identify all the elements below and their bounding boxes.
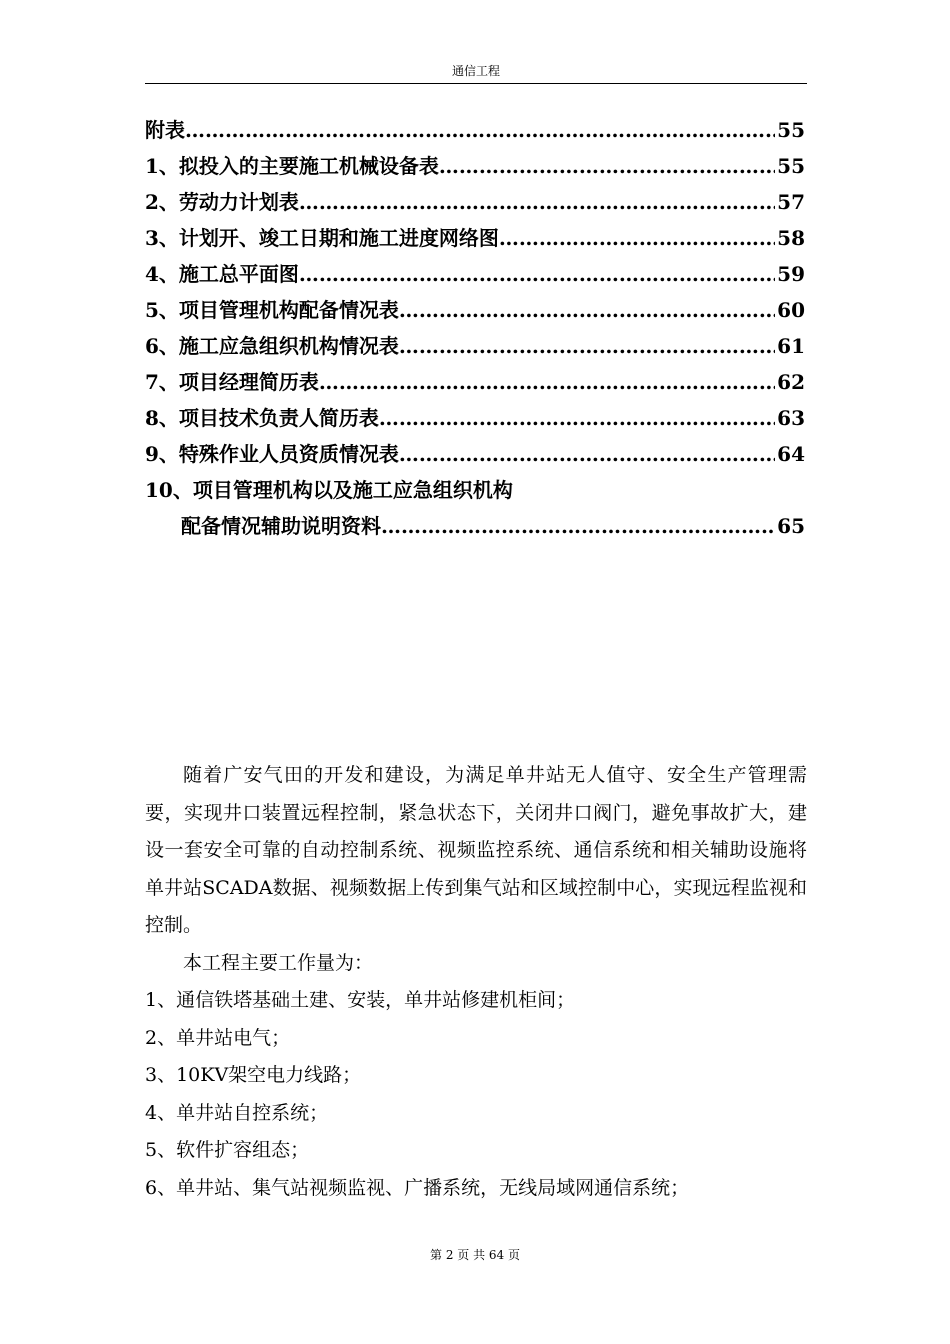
toc-entry-label: 配备情况辅助说明资料 — [181, 514, 381, 538]
toc-entry-label: 6、施工应急组织机构情况表 — [145, 334, 399, 358]
toc-entry-label: 7、项目经理简历表 — [145, 370, 319, 394]
intro-paragraph: 随着广安气田的开发和建设，为满足单井站无人值守、安全生产管理需要，实现井口装置远程控制，紧急状态下，关闭井口阀门，避免事故扩大，建设一套安全可靠的自动控制系统、视频监控系统、通信系统和相关辅助设施将单井站SCADA数据、视频数据上传到集气站和区域控制中心，实现远程监视和控制。 — [145, 764, 807, 936]
toc-leader-dots — [299, 184, 775, 220]
toc-leader-dots — [319, 364, 775, 400]
toc-entry — [145, 292, 805, 328]
toc-entry-page: 65 — [777, 514, 805, 538]
toc-entry-label: 附表 — [145, 118, 185, 142]
toc-entry — [145, 364, 805, 400]
workload-item: 6、单井站、集气站视频监视、广播系统，无线局域网通信系统； — [145, 1176, 690, 1199]
workload-item: 3、10KV架空电力线路； — [145, 1064, 362, 1086]
toc-entry — [145, 400, 805, 436]
toc-leader-dots — [399, 292, 775, 328]
toc-entry-page: 58 — [777, 226, 805, 250]
toc-entry — [145, 220, 805, 256]
toc-entry-label: 4、施工总平面图 — [145, 262, 299, 286]
toc-entry-page: 60 — [777, 298, 805, 322]
workload-title: 本工程主要工作量为： — [183, 951, 374, 974]
toc-entry-page: 55 — [777, 118, 805, 142]
toc-entry — [145, 148, 805, 184]
toc-entry-page: 61 — [777, 334, 805, 358]
toc-entry — [145, 328, 805, 364]
toc-leader-dots — [381, 508, 775, 544]
toc-entry-page: 63 — [777, 406, 805, 430]
toc-entry-page: 62 — [777, 370, 805, 394]
toc-entry — [145, 256, 805, 292]
workload-item: 2、单井站电气； — [145, 1026, 291, 1049]
toc-entry-label: 9、特殊作业人员资质情况表 — [145, 442, 399, 466]
toc-entry — [145, 112, 805, 148]
toc-entry-label: 8、项目技术负责人简历表 — [145, 406, 379, 430]
header-divider — [145, 83, 807, 84]
toc-entry-label: 2、劳动力计划表 — [145, 190, 299, 214]
table-of-contents — [145, 112, 805, 544]
toc-entry-label: 3、计划开、竣工日期和施工进度网络图 — [145, 226, 499, 250]
toc-entry-page: 59 — [777, 262, 805, 286]
toc-entry-label: 5、项目管理机构配备情况表 — [145, 298, 399, 322]
toc-leader-dots — [499, 220, 775, 256]
toc-entry-page: 57 — [777, 190, 805, 214]
page-header: 通信工程 — [451, 64, 500, 78]
toc-leader-dots — [399, 328, 775, 364]
workload-item: 1、通信铁塔基础土建、安装，单井站修建机柜间； — [145, 989, 576, 1011]
toc-leader-dots — [439, 148, 775, 184]
toc-leader-dots — [379, 400, 775, 436]
toc-entry-label: 10、项目管理机构以及施工应急组织机构 — [145, 478, 513, 502]
toc-leader-dots — [299, 256, 775, 292]
toc-leader-dots — [399, 436, 775, 472]
toc-entry — [145, 436, 805, 472]
toc-entry-label: 1、拟投入的主要施工机械设备表 — [145, 154, 439, 178]
body-section — [145, 757, 807, 1207]
toc-entry-page: 55 — [777, 154, 805, 178]
workload-item: 5、软件扩容组态； — [145, 1139, 310, 1161]
page-footer: 第 2 页 共 64 页 — [430, 1248, 520, 1262]
toc-entry — [145, 472, 805, 508]
toc-entry — [145, 508, 805, 544]
toc-entry-page: 64 — [777, 442, 805, 466]
workload-item: 4、单井站自控系统； — [145, 1101, 329, 1124]
toc-leader-dots — [185, 112, 775, 148]
toc-entry — [145, 184, 805, 220]
